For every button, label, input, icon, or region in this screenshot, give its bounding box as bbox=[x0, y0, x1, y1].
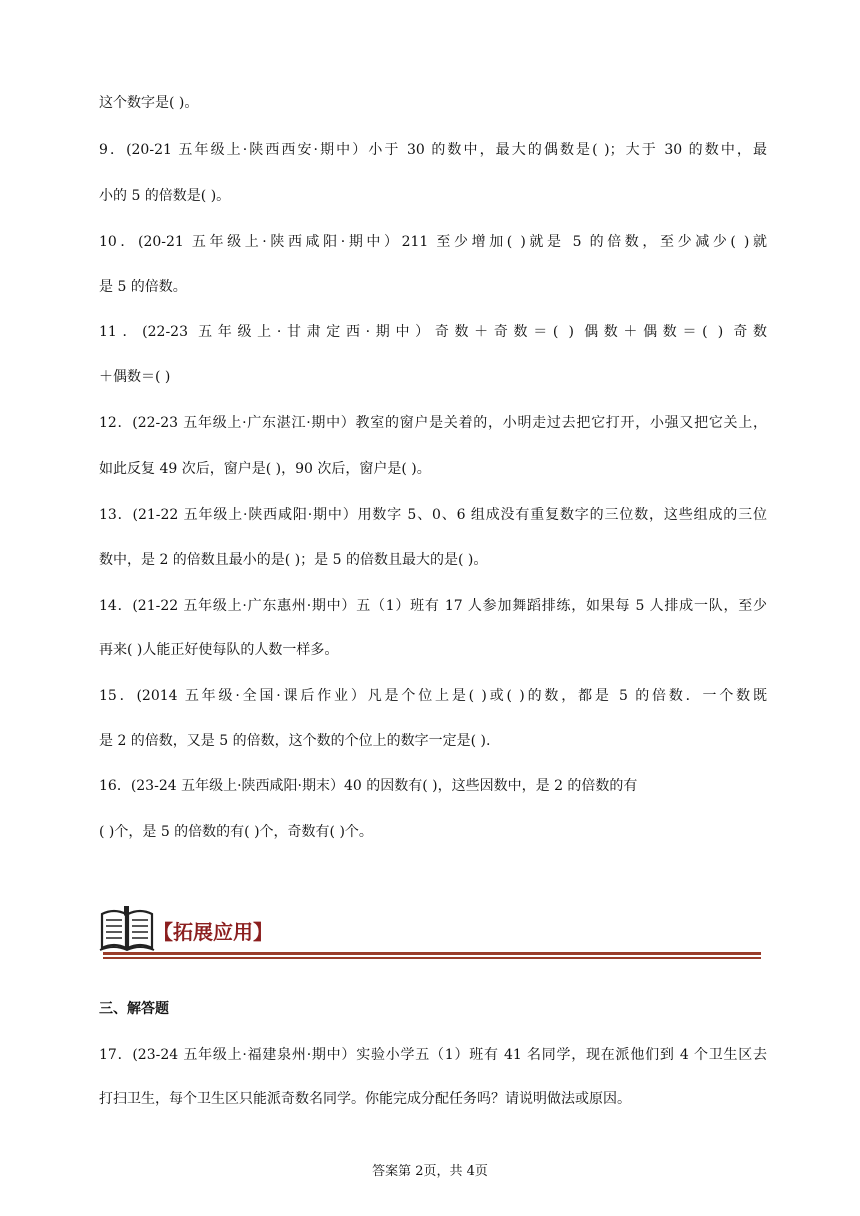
q9-line-1: 9．(20-21 五年级上·陕西西安·期中）小于 30 的数中，最大的偶数是( )；大于 30 的数中，最 bbox=[99, 142, 767, 158]
open-book-icon bbox=[99, 904, 155, 952]
section-banner bbox=[99, 902, 761, 960]
q10-line-1: 10．(20-21 五年级上·陕西咸阳·期中）211 至少增加( )就是 5 的倍数，至少减少( )就 bbox=[99, 234, 767, 250]
q14-line-1: 14．(21-22 五年级上·广东惠州·期中）五（1）班有 17 人参加舞蹈排练，如果每 5 人排成一队，至少 bbox=[99, 598, 767, 614]
banner-rule-thick bbox=[103, 952, 761, 955]
q10-line-2: 是 5 的倍数。 bbox=[99, 279, 187, 295]
q13-line-1: 13．(21-22 五年级上·陕西咸阳·期中）用数字 5、0、6 组成没有重复数字的三位数，这些组成的三位 bbox=[99, 507, 767, 523]
banner-rule-thin bbox=[103, 957, 761, 959]
q12-line-2: 如此反复 49 次后，窗户是( )，90 次后，窗户是( )。 bbox=[99, 461, 431, 477]
q16-line-2: ( )个，是 5 的倍数的有( )个，奇数有( )个。 bbox=[99, 824, 373, 840]
q16-line-1: 16．(23-24 五年级上·陕西咸阳·期末）40 的因数有( )，这些因数中，是 2 的倍数的有 bbox=[99, 778, 638, 794]
section-banner-title: 【拓展应用】 bbox=[153, 920, 273, 944]
q14-line-2: 再来( )人能正好使每队的人数一样多。 bbox=[99, 642, 339, 658]
q17-line-2: 打扫卫生，每个卫生区只能派奇数名同学。你能完成分配任务吗？请说明做法或原因。 bbox=[99, 1091, 631, 1107]
q11-line-1: 11．(22-23 五年级上·甘肃定西·期中）奇数＋奇数＝( ) 偶数＋偶数＝( ) 奇数 bbox=[99, 324, 767, 340]
q12-line-1: 12．(22-23 五年级上·广东湛江·期中）教室的窗户是关着的，小明走过去把它打开，小强又把它关上， bbox=[99, 415, 767, 431]
q8-continuation: 这个数字是( )。 bbox=[99, 95, 199, 111]
q15-line-1: 15．(2014 五年级·全国·课后作业）凡是个位上是( )或( )的数，都是 5 的倍数．一个数既 bbox=[99, 688, 767, 704]
q13-line-2: 数中，是 2 的倍数且最小的是( )；是 5 的倍数且最大的是( )。 bbox=[99, 552, 488, 568]
q11-line-2: ＋偶数＝( ) bbox=[99, 369, 171, 385]
q9-line-2: 小的 5 的倍数是( )。 bbox=[99, 188, 231, 204]
q15-line-2: 是 2 的倍数，又是 5 的倍数，这个数的个位上的数字一定是( ). bbox=[99, 733, 491, 749]
page-footer: 答案第 2页，共 4页 bbox=[372, 1164, 488, 1179]
section-heading: 三、解答题 bbox=[99, 1001, 169, 1017]
q17-line-1: 17．(23-24 五年级上·福建泉州·期中）实验小学五（1）班有 41 名同学，现在派他们到 4 个卫生区去 bbox=[99, 1047, 767, 1063]
